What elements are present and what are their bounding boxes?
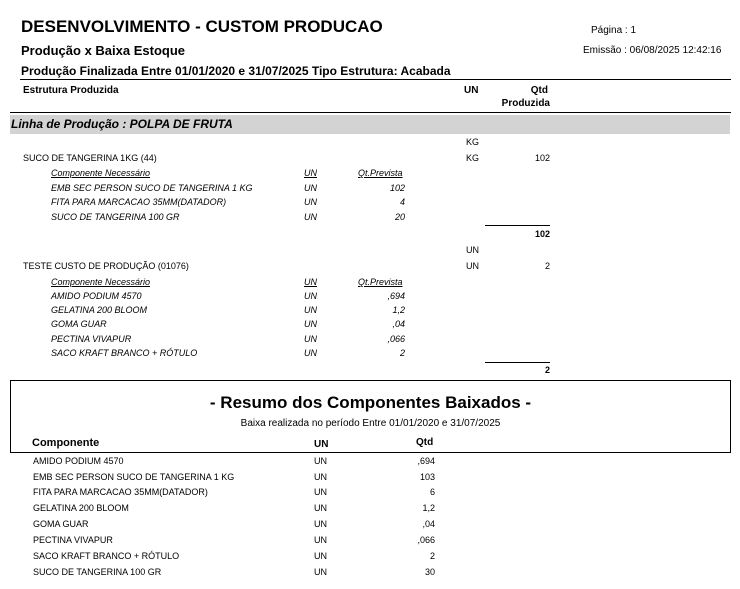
product-total: 2 — [544, 365, 550, 375]
report-title: DESENVOLVIMENTO - CUSTOM PRODUCAO — [21, 17, 383, 36]
summary-col-qtd: Qtd — [416, 437, 434, 448]
total-divider — [485, 225, 550, 226]
component-qty: 2 — [399, 348, 405, 358]
summary-box — [10, 380, 731, 453]
summary-row-qty: 103 — [419, 472, 435, 482]
col-structure: Estrutura Produzida — [23, 85, 119, 96]
summary-col-un: UN — [314, 439, 329, 450]
component-name: FITA PARA MARCACAO 35MM(DATADOR) — [51, 197, 227, 207]
summary-row-name: GOMA GUAR — [33, 519, 89, 529]
summary-row-name: SUCO DE TANGERINA 100 GR — [33, 567, 162, 577]
product-unit: KG — [466, 153, 480, 163]
summary-subtitle: Baixa realizada no período Entre 01/01/2020 e 31/07/2025 — [240, 418, 501, 429]
component-qty: ,066 — [387, 334, 405, 344]
product-total: 102 — [534, 229, 550, 239]
product-pre-unit: UN — [466, 245, 479, 255]
summary-col-component: Componente — [32, 437, 100, 449]
product-name: TESTE CUSTO DE PRODUÇÃO (01076) — [23, 261, 189, 271]
component-qty: 20 — [394, 212, 405, 222]
summary-row-name: SACO KRAFT BRANCO + RÓTULO — [33, 551, 180, 561]
summary-row-un: UN — [314, 519, 327, 529]
summary-row-name: FITA PARA MARCACAO 35MM(DATADOR) — [33, 487, 208, 497]
emission-date: Emissão : 06/08/2025 12:42:16 — [583, 45, 722, 56]
product-qty: 102 — [534, 153, 550, 163]
component-qty: 1,2 — [392, 305, 405, 315]
summary-row-un: UN — [314, 551, 327, 561]
component-un: UN — [304, 197, 317, 207]
summary-row-name: AMIDO PODIUM 4570 — [33, 456, 124, 466]
component-name: GELATINA 200 BLOOM — [51, 305, 148, 315]
component-qty: ,04 — [392, 319, 405, 329]
report-subtitle: Produção x Baixa Estoque — [21, 43, 185, 58]
summary-row-qty: 30 — [424, 567, 435, 577]
component-un: UN — [304, 348, 317, 358]
component-header-qty: Qt.Prevista — [358, 168, 403, 178]
summary-row-un: UN — [314, 456, 327, 466]
summary-row-name: PECTINA VIVAPUR — [33, 535, 113, 545]
production-line-label: Linha de Produção : POLPA DE FRUTA — [11, 117, 233, 131]
component-un: UN — [304, 212, 317, 222]
summary-row-name: EMB SEC PERSON SUCO DE TANGERINA 1 KG — [33, 472, 235, 482]
component-un: UN — [304, 305, 317, 315]
component-name: PECTINA VIVAPUR — [51, 334, 132, 344]
component-header-qty: Qt.Prevista — [358, 277, 403, 287]
product-name: SUCO DE TANGERINA 1KG (44) — [23, 153, 157, 163]
summary-row-qty: ,694 — [417, 456, 435, 466]
component-name: GOMA GUAR — [51, 319, 107, 329]
summary-row-un: UN — [314, 503, 327, 513]
component-qty: ,694 — [387, 291, 405, 301]
component-un: UN — [304, 183, 317, 193]
component-un: UN — [304, 334, 317, 344]
product-qty: 2 — [544, 261, 550, 271]
summary-title: - Resumo dos Componentes Baixados - — [209, 393, 532, 412]
columns-divider — [10, 112, 731, 113]
product-unit: UN — [466, 261, 479, 271]
col-un: UN — [464, 85, 479, 96]
component-header-name: Componente Necessário — [51, 277, 151, 287]
component-un: UN — [304, 319, 317, 329]
page-number: Página : 1 — [591, 25, 637, 36]
summary-row-un: UN — [314, 487, 327, 497]
production-line-band — [10, 115, 730, 134]
component-header-un: UN — [304, 277, 317, 287]
component-header-name: Componente Necessário — [51, 168, 151, 178]
component-name: EMB SEC PERSON SUCO DE TANGERINA 1 KG — [51, 183, 253, 193]
component-name: AMIDO PODIUM 4570 — [51, 291, 142, 301]
summary-row-un: UN — [314, 472, 327, 482]
component-un: UN — [304, 291, 317, 301]
summary-row-un: UN — [314, 567, 327, 577]
col-produzida: Produzida — [501, 98, 550, 109]
summary-row-un: UN — [314, 535, 327, 545]
component-qty: 102 — [389, 183, 405, 193]
total-divider — [485, 362, 550, 363]
component-name: SACO KRAFT BRANCO + RÓTULO — [51, 348, 198, 358]
report-filter: Produção Finalizada Entre 01/01/2020 e 31/07/2025 Tipo Estrutura: Acabada — [21, 64, 451, 78]
header-divider — [20, 79, 731, 80]
component-qty: 4 — [399, 197, 405, 207]
summary-row-qty: 1,2 — [422, 503, 435, 513]
col-qtd: Qtd — [530, 85, 548, 96]
product-pre-unit: KG — [466, 137, 480, 147]
component-name: SUCO DE TANGERINA 100 GR — [51, 212, 180, 222]
summary-row-name: GELATINA 200 BLOOM — [33, 503, 129, 513]
component-header-un: UN — [304, 168, 317, 178]
summary-row-qty: 6 — [429, 487, 435, 497]
summary-row-qty: ,066 — [417, 535, 435, 545]
summary-row-qty: 2 — [429, 551, 435, 561]
summary-row-qty: ,04 — [422, 519, 435, 529]
